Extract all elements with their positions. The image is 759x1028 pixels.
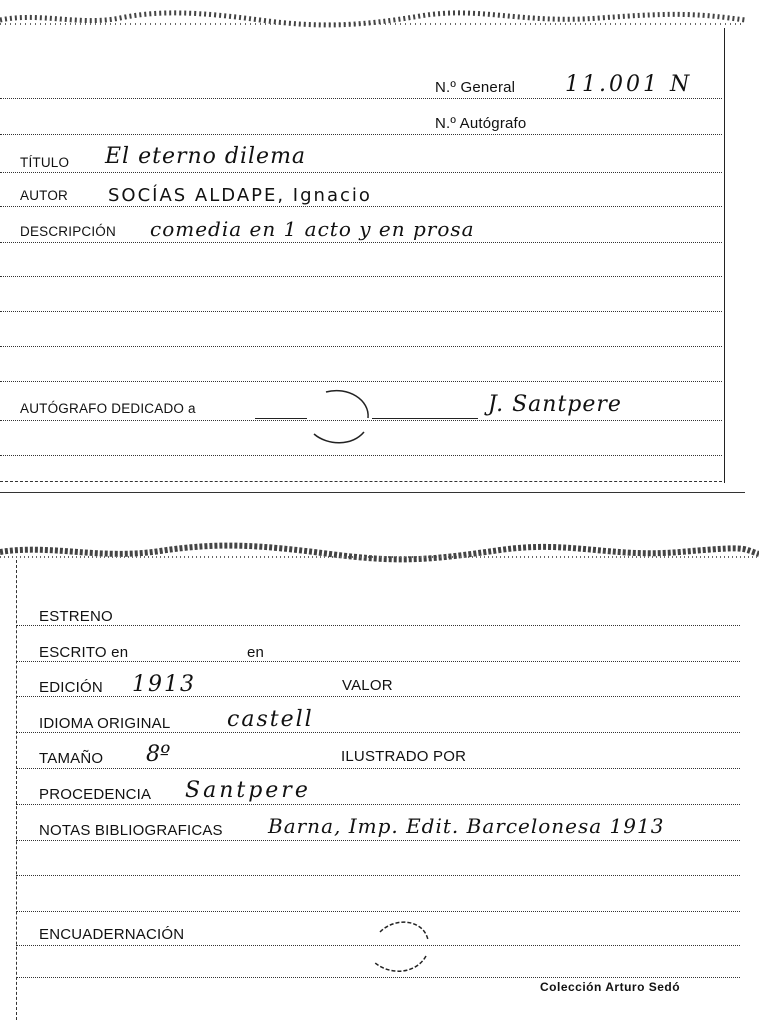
author-label: AUTOR	[20, 188, 69, 203]
original-language-label: IDIOMA ORIGINAL	[39, 715, 171, 732]
title-value: El eterno dilema	[105, 144, 307, 169]
description-value: comedia en 1 acto y en prosa	[150, 217, 475, 241]
rule-line	[0, 172, 722, 173]
dedicated-value: J. Santpere	[488, 392, 622, 417]
catalog-card-top	[0, 0, 759, 495]
size-value: 8º	[146, 742, 171, 767]
size-label: TAMAÑO	[39, 750, 104, 767]
rule-line	[0, 455, 722, 456]
dedicated-label: AUTÓGRAFO DEDICADO a	[20, 401, 196, 416]
rule-line	[16, 625, 740, 626]
general-number-label: N.º General	[435, 79, 516, 96]
rule-line	[0, 481, 722, 482]
premiere-label: ESTRENO	[39, 608, 113, 625]
general-number-value: 11.001 N	[565, 72, 693, 97]
rule-line	[16, 732, 740, 733]
provenance-value: Santpere	[185, 778, 311, 803]
rule-line	[16, 977, 740, 978]
rule-line	[0, 276, 722, 277]
rule-line	[0, 346, 722, 347]
rule-line	[372, 418, 478, 419]
rule-line	[16, 768, 740, 769]
card-top-edge	[0, 8, 759, 30]
stamp-mark	[366, 916, 436, 978]
edition-value: 1913	[132, 672, 196, 697]
rule-line	[0, 381, 722, 382]
bibliographic-notes-label: NOTAS BIBLIOGRAFICAS	[39, 822, 223, 839]
author-value: SOCÍAS ALDAPE, Ignacio	[108, 185, 372, 206]
provenance-label: PROCEDENCIA	[39, 786, 152, 803]
rule-line	[16, 804, 740, 805]
rule-line	[0, 206, 722, 207]
rule-line	[0, 134, 722, 135]
value-label: VALOR	[342, 677, 393, 694]
rule-line	[0, 311, 722, 312]
card-left-border	[16, 560, 17, 1020]
binding-label: ENCUADERNACIÓN	[39, 926, 185, 943]
rule-line	[16, 696, 740, 697]
title-label: TÍTULO	[20, 155, 70, 170]
rule-line	[255, 418, 307, 419]
rule-line	[16, 875, 740, 876]
card-separator	[0, 492, 745, 493]
rule-line	[0, 242, 722, 243]
rule-line	[16, 840, 740, 841]
description-label: DESCRIPCIÓN	[20, 224, 116, 239]
stamp-mark	[308, 386, 374, 448]
card-top-edge	[0, 542, 759, 564]
written-en-label: en	[247, 644, 265, 661]
written-in-label: ESCRITO en	[39, 644, 129, 661]
bibliographic-notes-value: Barna, Imp. Edit. Barcelonesa 1913	[268, 814, 665, 838]
rule-line	[16, 661, 740, 662]
card-right-border	[700, 28, 725, 483]
catalog-card-bottom	[0, 538, 759, 1028]
collection-footer: Colección Arturo Sedó	[540, 980, 681, 994]
original-language-value: castell	[227, 707, 314, 732]
autograph-number-label: N.º Autógrafo	[435, 115, 527, 132]
rule-line	[0, 98, 722, 99]
illustrated-by-label: ILUSTRADO POR	[341, 748, 467, 765]
rule-line	[16, 911, 740, 912]
edition-label: EDICIÓN	[39, 679, 103, 696]
